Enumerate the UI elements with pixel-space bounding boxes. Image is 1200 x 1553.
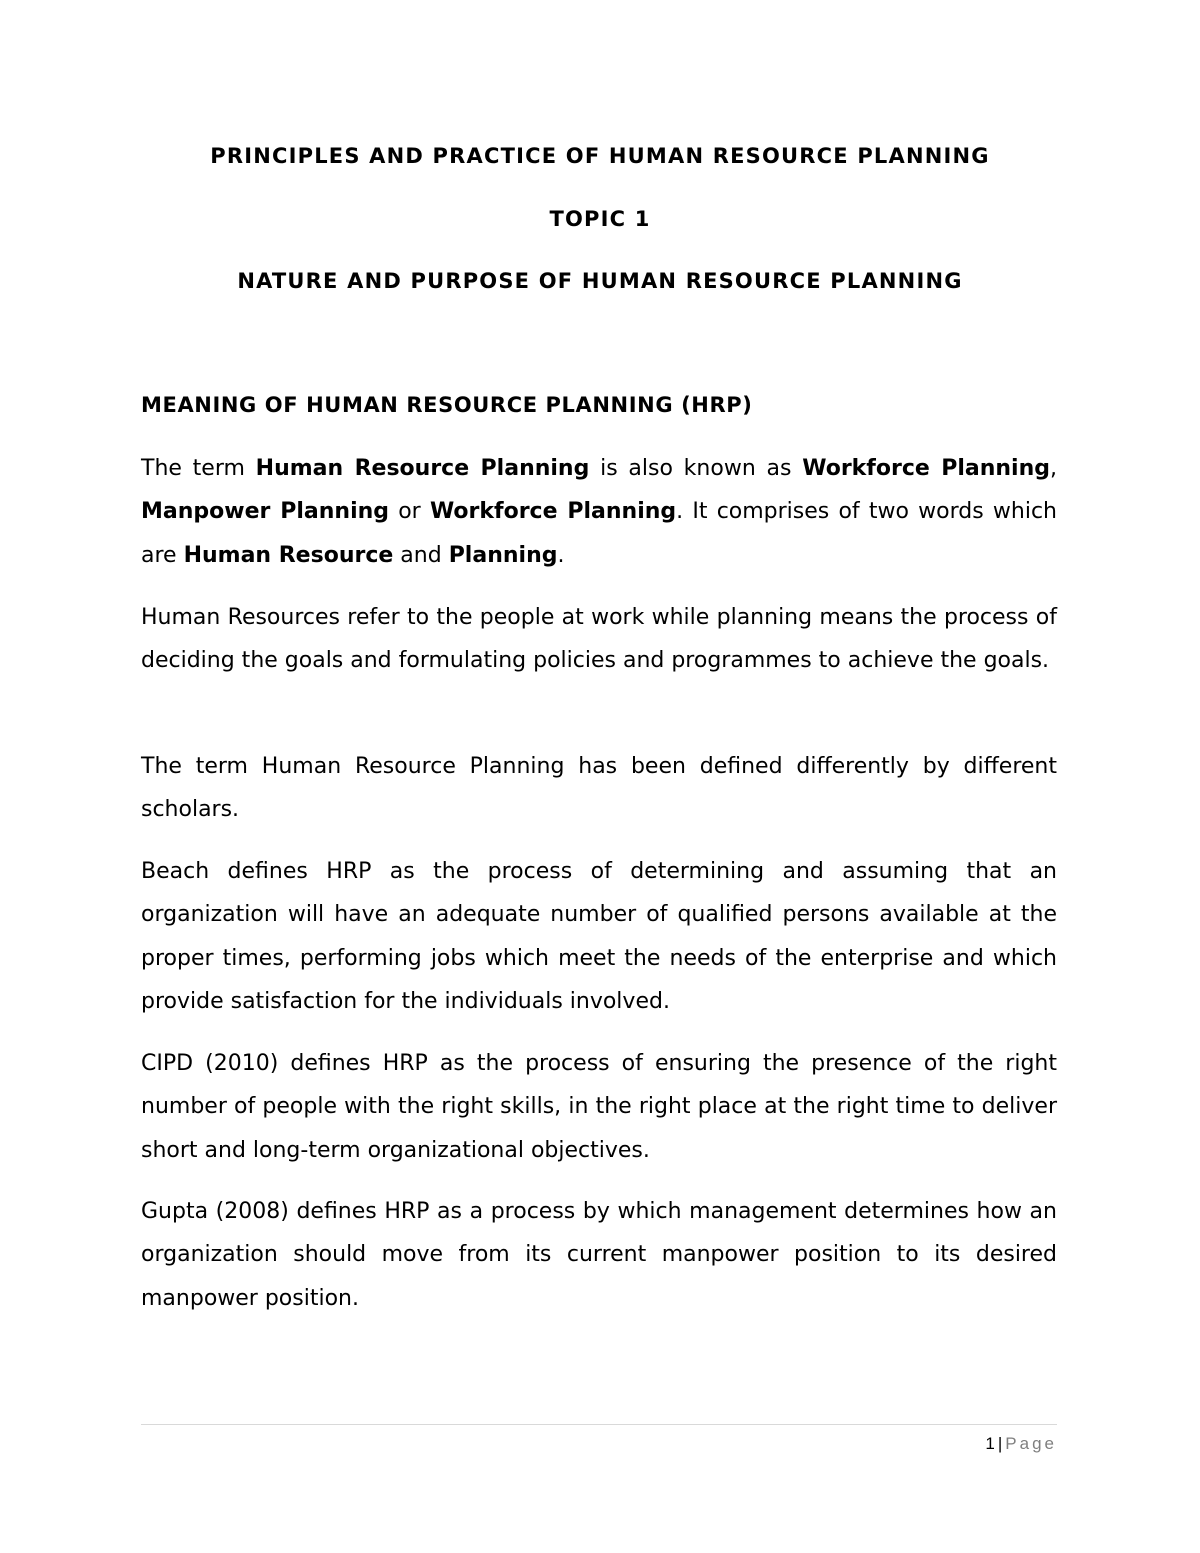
text-run: . [557,542,565,568]
bold-term: Workforce Planning [802,456,1050,481]
document-title: PRINCIPLES AND PRACTICE OF HUMAN RESOURCE PLANNING [210,144,990,168]
text-run: The term [141,456,256,481]
text-run: . It comprises of two words which are [141,499,1057,568]
bold-term: Human Resource [183,542,394,568]
page-footer [985,1434,1057,1454]
document-subtitle: NATURE AND PURPOSE OF HUMAN RESOURCE PLANNING [237,269,963,293]
topic-heading: TOPIC 1 [549,207,651,231]
footer-divider [141,1424,1057,1425]
footer-separator: | [997,1434,1003,1453]
paragraph-human-resources: Human Resources refer to the people at work while planning means the process of deciding the goals and formulating policies and programmes to achieve the goals. [141,605,1057,674]
bold-term: Human Resource Planning [255,456,590,481]
bold-term: Manpower Planning [141,499,390,525]
paragraph-gupta-definition: Gupta (2008) defines HRP as a process by which management determines how an organization should move from its current manpower position to its desired manpower position. [141,1199,1057,1311]
paragraph-intro [141,447,1057,577]
bold-term: Planning [448,542,558,568]
paragraph-beach-definition: Beach defines HRP as the process of determining and assuming that an organization will have an adequate number of qualified persons available at the proper times, performing jobs which meet the needs of the enterprise and which provide satisfaction for the individuals involved. [141,859,1057,1015]
paragraph-cipd-definition: CIPD (2010) defines HRP as the process of ensuring the presence of the right number of people with the right skills, in the right place at the right time to deliver short and long-term organizational objectives. [141,1051,1057,1163]
text-run: or [389,499,430,525]
text-run: is also known as [589,456,803,481]
page-number: 1 [985,1434,995,1453]
page-label: Page [1005,1434,1057,1453]
paragraph-definitions-intro: The term Human Resource Planning has been defined differently by different scholars. [141,754,1057,823]
section-heading: MEANING OF HUMAN RESOURCE PLANNING (HRP) [141,393,753,417]
text-run: and [393,542,449,568]
text-run: , [1050,456,1057,481]
bold-term: Workforce Planning [429,499,677,525]
